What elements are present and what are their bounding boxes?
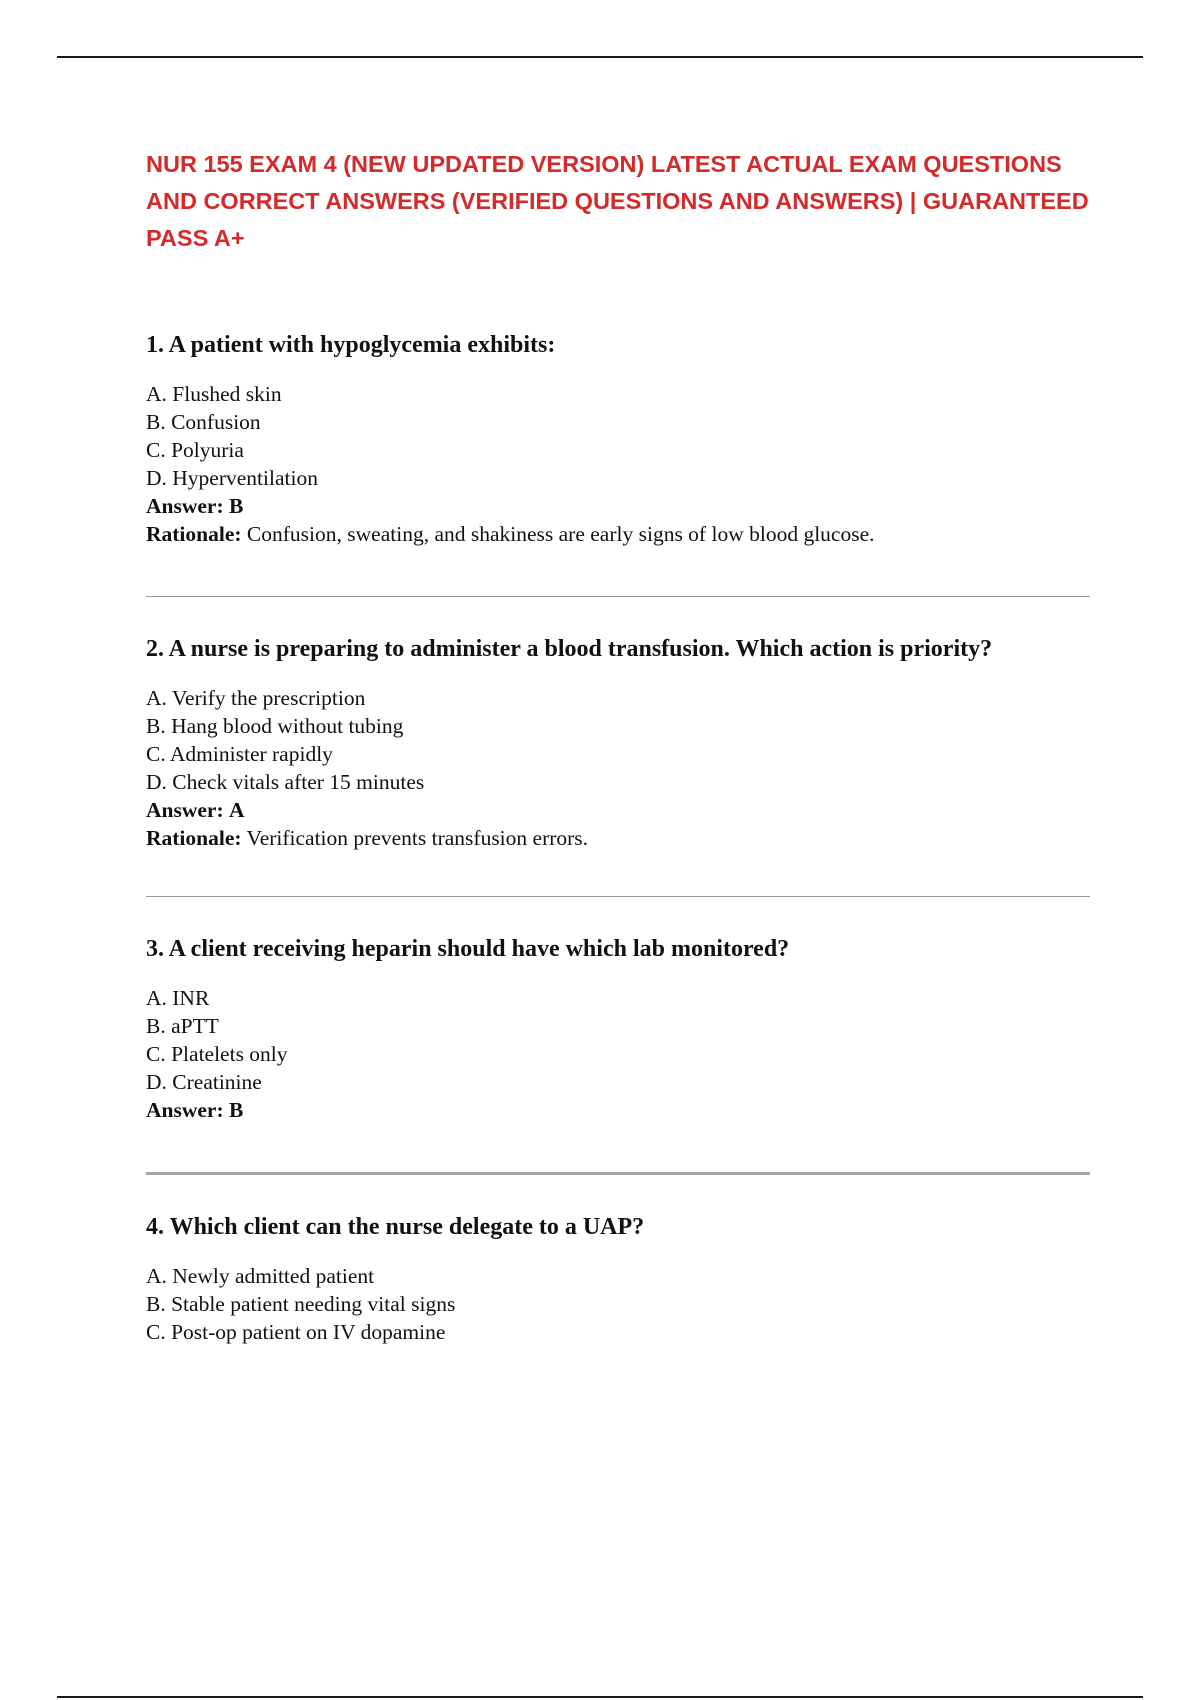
answer-label: Answer: — [146, 798, 224, 822]
option-d: D. Creatinine — [146, 1070, 262, 1094]
rationale-label: Rationale: — [146, 826, 242, 850]
option-c: C. Post-op patient on IV dopamine — [146, 1320, 446, 1344]
rationale-line — [146, 824, 1090, 852]
rationale-text: Verification prevents transfusion errors. — [246, 826, 589, 850]
answer-value: B — [229, 494, 244, 518]
question-text: 1. A patient with hypoglycemia exhibits: — [146, 332, 556, 358]
answer-line — [146, 796, 1090, 824]
document-body — [146, 146, 1090, 1346]
rationale-line — [146, 520, 1090, 548]
question-1 — [146, 329, 1090, 548]
options-list — [146, 1262, 1090, 1346]
answer-value: A — [229, 798, 245, 822]
rationale-label: Rationale: — [146, 522, 242, 546]
header-rule — [57, 56, 1143, 58]
option-b: B. Stable patient needing vital signs — [146, 1292, 456, 1316]
answer-line — [146, 1096, 1090, 1124]
question-text: 3. A client receiving heparin should have which lab monitored? — [146, 936, 790, 962]
option-c: C. Polyuria — [146, 438, 244, 462]
section-divider — [146, 896, 1090, 897]
question-3 — [146, 933, 1090, 1124]
document-title: NUR 155 EXAM 4 (NEW UPDATED VERSION) LATEST ACTUAL EXAM QUESTIONS AND CORRECT ANSWERS (VERIFIED QUESTIONS AND ANSWERS) | GUARANTEED PASS A+ — [146, 151, 1089, 251]
question-4 — [146, 1211, 1090, 1346]
option-b: B. Confusion — [146, 410, 261, 434]
option-b: B. aPTT — [146, 1014, 219, 1038]
option-d: D. Check vitals after 15 minutes — [146, 770, 425, 794]
question-2 — [146, 633, 1090, 852]
option-d: D. Hyperventilation — [146, 466, 318, 490]
question-text: 2. A nurse is preparing to administer a blood transfusion. Which action is priority? — [146, 636, 993, 662]
option-a: A. Flushed skin — [146, 382, 282, 406]
options-list — [146, 380, 1090, 492]
answer-line — [146, 492, 1090, 520]
option-a: A. Newly admitted patient — [146, 1264, 375, 1288]
answer-label: Answer: — [146, 494, 224, 518]
footer-rule — [57, 1696, 1143, 1698]
option-a: A. Verify the prescription — [146, 686, 366, 710]
options-list — [146, 984, 1090, 1096]
option-c: C. Platelets only — [146, 1042, 288, 1066]
option-b: B. Hang blood without tubing — [146, 714, 404, 738]
option-c: C. Administer rapidly — [146, 742, 333, 766]
answer-value: B — [229, 1098, 244, 1122]
question-text: 4. Which client can the nurse delegate to a UAP? — [146, 1214, 645, 1240]
answer-label: Answer: — [146, 1098, 224, 1122]
rationale-text: Confusion, sweating, and shakiness are early signs of low blood glucose. — [246, 522, 875, 546]
options-list — [146, 684, 1090, 796]
section-divider — [146, 596, 1090, 597]
section-divider — [146, 1172, 1090, 1175]
option-a: A. INR — [146, 986, 210, 1010]
